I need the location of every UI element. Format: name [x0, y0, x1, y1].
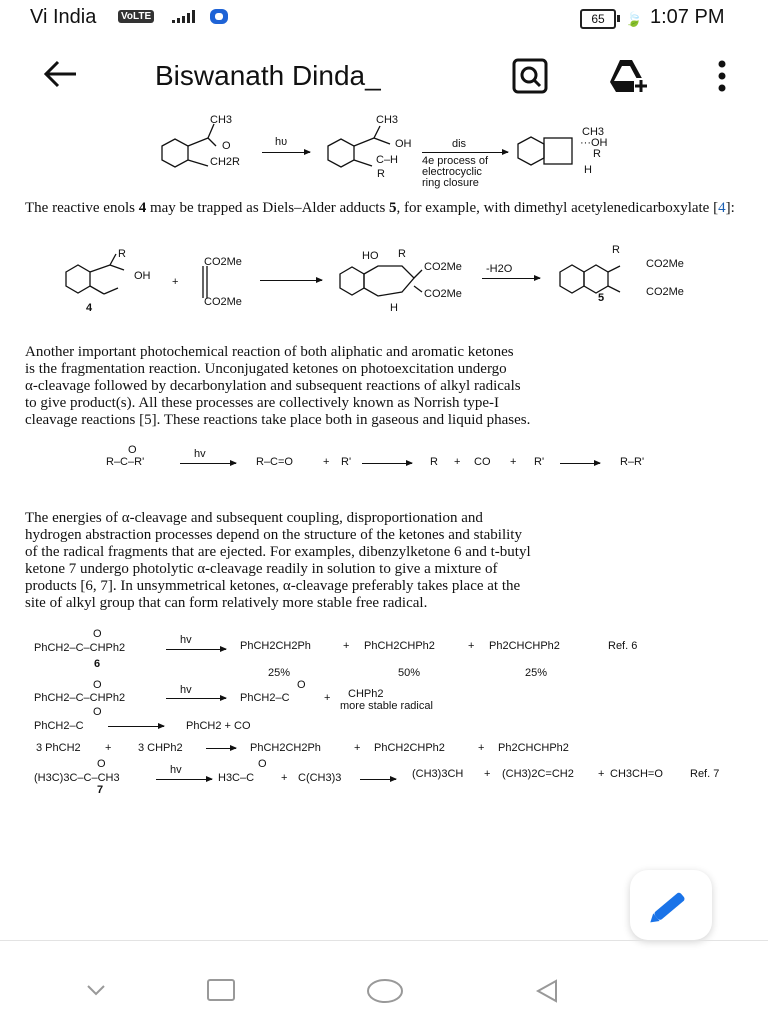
s1-left-ch2r: CH2R [210, 156, 240, 168]
pencil-edit-icon [630, 870, 712, 940]
s4-r5-ref: Ref. 7 [690, 768, 720, 780]
s2-r1: R [118, 248, 126, 260]
s4-r1-plus2: + [468, 640, 475, 652]
carrier-name: Vi India [30, 6, 97, 28]
recents-icon[interactable] [206, 978, 236, 1002]
s3-o: O [128, 444, 137, 456]
s4-r4-p2: PhCH2CHPh2 [374, 742, 445, 754]
s2-oh1: OH [134, 270, 151, 282]
s4-r1-hv: hv [180, 634, 192, 646]
s4-r3-product: PhCH2 + CO [186, 720, 251, 732]
s4-r4-plus: + [105, 742, 112, 754]
s4-r5-p2: C(CH3)3 [298, 772, 342, 784]
s4-r2-o2: O [297, 679, 306, 691]
s1-arrow2-line1: 4e process of [422, 155, 489, 167]
s3-co: CO [474, 456, 491, 468]
s4-r1-pct2: 50% [398, 667, 421, 679]
s4-r5-num: 7 [97, 784, 104, 796]
s4-r1-pct1: 25% [268, 667, 291, 679]
compound-ref-5: 5 [389, 200, 397, 216]
signal-icon [172, 10, 202, 24]
s4-r5-reactant: (H3C)3C–C–CH3 [34, 772, 120, 784]
s2-num5: 5 [598, 292, 605, 304]
s2-co2me-top: CO2Me [204, 256, 242, 268]
edit-fab-button[interactable] [630, 870, 712, 940]
s2-r2: R [398, 248, 406, 260]
s4-r2-reactant: PhCH2–C–CHPh2 [34, 692, 126, 704]
s4-r1-p1: PhCH2CH2Ph [240, 640, 311, 652]
paragraph-2: Another important photochemical reaction of both aliphatic and aromatic ketones is the fragmentation reaction. Unconjugated ketones on photoexcitation undergo α-cleavage followed by decarbonylation and subsequent reactions of alkyl radicals to give product(s). All these processes are collectively known as Norrish type-I cleavage reactions [5]. These reactions take place both in gaseous and liquid phases. [25, 344, 531, 428]
s1-arrow1-label: hυ [275, 136, 288, 148]
s4-r1-o: O [93, 628, 102, 640]
s4-r2-arrow [166, 698, 226, 699]
s4-r1-plus1: + [343, 640, 350, 652]
s4-r5-o: O [97, 758, 106, 770]
s2-co2me-bot: CO2Me [204, 296, 242, 308]
s4-r5-plus: + [281, 772, 288, 784]
s4-r4-arrow [206, 748, 236, 749]
s3-plus3: + [510, 456, 517, 468]
s4-r2-hv: hv [180, 684, 192, 696]
s1-mid-ch3: CH3 [376, 114, 399, 126]
s2-co2me-c: CO2Me [646, 258, 684, 270]
drive-add-icon[interactable] [606, 56, 648, 96]
s3-product: R–R' [620, 456, 645, 468]
s1-left-o: O [222, 140, 231, 152]
s4-r2-note: more stable radical [340, 700, 433, 712]
document-title: Biswanath Dinda_ [155, 60, 381, 91]
back-triangle-icon[interactable] [534, 978, 560, 1004]
status-bar [0, 0, 768, 36]
s4-r4-r2: 3 CHPh2 [138, 742, 183, 754]
home-icon[interactable] [366, 978, 404, 1004]
back-arrow-icon[interactable] [40, 58, 80, 90]
s2-arrow2 [482, 278, 540, 279]
s4-r4-plus1: + [354, 742, 361, 754]
s1-right-r: R [593, 148, 601, 160]
s4-r3-reactant: PhCH2–C [34, 720, 84, 732]
s4-r1-pct3: 25% [525, 667, 548, 679]
nav-down-icon[interactable] [84, 978, 108, 1002]
s4-r2-plus: + [324, 692, 331, 704]
s2-co2me-d: CO2Me [646, 286, 684, 298]
s4-r1-p3: Ph2CHCHPh2 [489, 640, 560, 652]
s4-r2-o: O [93, 679, 102, 691]
s2-ho: HO [362, 250, 379, 262]
system-nav-bar [0, 960, 768, 1024]
scheme2-structures [60, 248, 710, 318]
pdf-page[interactable] [0, 108, 768, 934]
battery-icon: 65 [580, 9, 616, 29]
s3-rad2: R' [534, 456, 545, 468]
app-bar [0, 44, 768, 108]
paragraph-3: The energies of α-cleavage and subsequent coupling, disproportionation and hydrogen abstraction processes depend on the structure of the ketones and stability of the radical fragments that are ejected. For examples, dibenzylketone 6 and t-butyl ketone 7 undergo photolytic α-cleavage readily in solution to give a mixture of products [6, 7]. In unsymmetrical ketones, α-cleavage preferably takes place at the site of alkyl group that can form relatively more stable free radical. [25, 510, 531, 611]
s1-right-h: H [584, 164, 592, 176]
s4-r5-hv: hv [170, 764, 182, 776]
s4-r5-arrow [156, 779, 212, 780]
s4-r2-p1: PhCH2–C [240, 692, 290, 704]
s2-co2me-b: CO2Me [424, 288, 462, 300]
s3-ketone: R–C–R' [106, 456, 145, 468]
s2-r3: R [612, 244, 620, 256]
message-app-icon [210, 9, 228, 24]
s4-r5-q2: (CH3)2C=CH2 [502, 768, 574, 780]
s4-r4-r1: 3 PhCH2 [36, 742, 81, 754]
paragraph-1: The reactive enols 4 may be trapped as Diels–Alder adducts 5, for example, with dimethyl acetylenedicarboxylate [4]: [25, 200, 735, 216]
s1-arrow1 [262, 152, 310, 153]
s4-r2-p2: CHPh2 [348, 688, 384, 700]
s3-arrow1 [180, 463, 236, 464]
s4-r1-p2: PhCH2CHPh2 [364, 640, 435, 652]
s4-r1-arrow [166, 649, 226, 650]
s1-arrow2-top: dis [452, 138, 467, 150]
s1-mid-oh: OH [395, 138, 412, 150]
s4-r1-reactant: PhCH2–C–CHPh2 [34, 642, 126, 654]
s3-plus1: + [323, 456, 330, 468]
s3-arrow3 [560, 463, 600, 464]
s1-arrow2-line3: ring closure [422, 177, 479, 189]
s1-arrow2 [422, 152, 508, 153]
s2-num4: 4 [86, 302, 93, 314]
s4-r3-o: O [93, 706, 102, 718]
s4-r4-plus2: + [478, 742, 485, 754]
s4-r4-p1: PhCH2CH2Ph [250, 742, 321, 754]
s4-r4-p3: Ph2CHCHPh2 [498, 742, 569, 754]
s4-r5-o2: O [258, 758, 267, 770]
s1-arrow2-line2: electrocyclic [422, 166, 482, 178]
s4-r5-p1: H3C–C [218, 772, 255, 784]
battery-saver-icon: 🍃 [625, 11, 643, 27]
search-document-icon[interactable] [512, 58, 548, 94]
s2-co2me-a: CO2Me [424, 261, 462, 273]
clock: 1:07 PM [650, 6, 725, 28]
nav-divider [0, 940, 768, 941]
s2-h: H [390, 302, 398, 314]
s4-r1-num: 6 [94, 658, 101, 670]
volte-badge: VoLTE [118, 10, 154, 23]
s4-r5-q3: CH3CH=O [610, 768, 663, 780]
s4-r5-arrow2 [360, 779, 396, 780]
s1-right-oh: ···OH [580, 137, 608, 149]
more-vert-icon[interactable] [712, 58, 732, 94]
s4-r5-plus2: + [598, 768, 605, 780]
s3-hv: hv [194, 448, 206, 460]
citation-link-4[interactable]: 4 [718, 200, 726, 216]
s1-left-ch3: CH3 [210, 114, 233, 126]
s4-r3-arrow [108, 726, 164, 727]
s3-rad1: R' [341, 456, 352, 468]
s3-r: R [430, 456, 438, 468]
s4-r5-plus1: + [484, 768, 491, 780]
s2-plus: + [172, 276, 179, 288]
s2-arrow1 [260, 280, 322, 281]
s1-mid-ch: C–H [376, 154, 399, 166]
s3-acyl: R–C=O [256, 456, 293, 468]
s4-r5-q1: (CH3)3CH [412, 768, 464, 780]
s1-right-ch3: CH3 [582, 126, 605, 138]
s4-r1-ref: Ref. 6 [608, 640, 638, 652]
s2-minus-h2o: -H2O [486, 263, 513, 275]
s3-arrow2 [362, 463, 412, 464]
compound-ref-4: 4 [138, 200, 147, 216]
s1-mid-r: R [377, 168, 385, 180]
s3-plus2: + [454, 456, 461, 468]
